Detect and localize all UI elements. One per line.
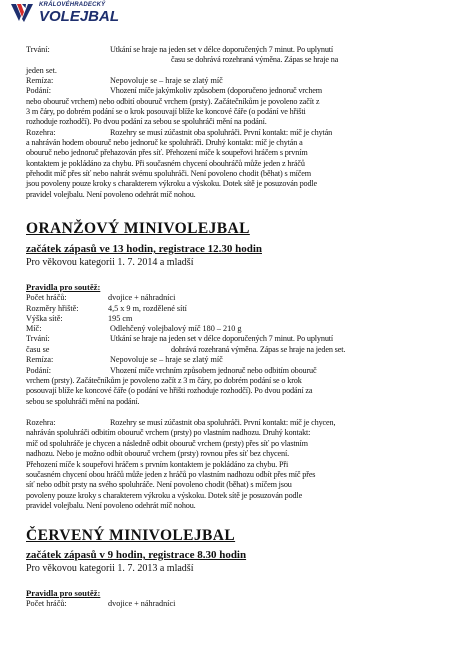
top-rozehra-line7: pravidel volejbalu. Není povoleno odehrát míč nohou. [26, 190, 196, 199]
top-rozehra-line5: přehodit míč přes síť nebo nahrát svému spoluhráči. Není povoleno chodit (běhat) s míčem [26, 169, 311, 178]
orange-remiza-label: Remíza: [26, 355, 54, 364]
top-trvani-label: Trvání: [26, 45, 50, 54]
red-rules-heading: Pravidla pro soutěž: [26, 588, 101, 598]
orange-start-time: začátek zápasů ve 13 hodin, registrace 12.30 hodin [26, 243, 262, 255]
orange-trvani-label: Trvání: [26, 334, 50, 343]
top-rozehra-line1: Rozehry se musí zúčastnit oba spoluhráči. První kontakt: míč je chytán [110, 128, 333, 137]
orange-trvani-line2a: času se [26, 345, 50, 354]
orange-podani-line4: sebou se spoluhráči mění na podání. [26, 397, 140, 406]
orange-rozehra-line1: Rozehry se musí zúčastnit oba spoluhráči. První kontakt: míč je chycen, [110, 418, 336, 427]
logo-line1: KRÁLOVÉHRADECKÝ [39, 2, 106, 8]
top-rozehra-line2: a nahráván hodem obouruč nebo jednoruč ke spoluhráči. Druhý kontakt: míč je chytán a [26, 138, 303, 147]
orange-trvani-line2b: dohrává rozehraná výměna. Zápas se hraje na jeden set. [171, 345, 346, 354]
top-rozehra-line4: kontaktem je pokládáno za chybu. Při současném chycení obouhráčů může jeden z hráčů [26, 159, 305, 168]
top-trvani-line3: jeden set. [26, 66, 57, 75]
red-start-time: začátek zápasů v 9 hodin, registrace 8.30 hodin [26, 549, 247, 561]
top-podani-line2: nebo obouruč vrchem) nebo odbití obouruč vrchem (prsty). Začátečníkům je povoleno začít z [26, 97, 320, 106]
orange-podani-line1: Vhození míče vrchním způsobem jednoruč nebo odbitím obouruč [110, 366, 317, 375]
top-remiza-text: Nepovoluje se – hraje se zlatý míč [110, 76, 223, 85]
orange-pocet-label: Počet hráčů: [26, 293, 67, 302]
orange-vyska-value: 195 cm [108, 314, 133, 323]
red-category: Pro věkovou kategorii 1. 7. 2013 a mladší [26, 563, 194, 574]
logo-line2: VOLEJBAL [39, 8, 120, 25]
orange-rozehra-line6: současném chycení obou hráčů může jeden z hráčů po vlastním nadhozu odbít přes míč přes [26, 470, 316, 479]
orange-mic-value: Odlehčený volejbalový míč 180 – 210 g [110, 324, 242, 333]
orange-remiza-text: Nepovoluje se – hraje se zlatý míč [110, 355, 223, 364]
orange-rozehra-label: Rozehra: [26, 418, 56, 427]
top-trvani-line2: času se dohrává rozehraná výměna. Zápas se hraje na [171, 55, 339, 64]
orange-rozehra-line5: Přehození míče k soupeřovi hráčem s prvním kontaktem je pokládáno za chybu. Při [26, 460, 289, 469]
top-podani-label: Podání: [26, 86, 52, 95]
top-rozehra-line3: obouruč nebo jednoruč přehazován přes síť. Přehození míče k soupeřovi hráčem s prvním [26, 148, 308, 157]
orange-rules-heading: Pravidla pro soutěž: [26, 282, 101, 292]
top-podani-line1: Vhození míče jakýmkoliv způsobem (doporučeno jednoruč vrchem [110, 86, 322, 95]
orange-rozehra-line9: pravidel volejbalu. Není povoleno odehrát míč nohou. [26, 501, 196, 510]
orange-rozmery-label: Rozměry hřiště: [26, 304, 79, 313]
orange-mic-label: Míč: [26, 324, 42, 333]
top-podani-line4: rozhoduje rozhodčí). Po dvou podání za sebou se spoluhráči mění na podání. [26, 117, 267, 126]
orange-rozehra-line2: nahráván spoluhráči odbitím obouruč vrchem (prsty) po vlastním nadhozu. Druhý kontakt: [26, 428, 311, 437]
top-trvani-line1: Utkání se hraje na jeden set v délce doporučených 7 minut. Po uplynutí [110, 45, 334, 54]
orange-vyska-label: Výška sítě: [26, 314, 63, 323]
orange-podani-line2: vrchem (prsty). Začátečníkům je povoleno začít z 3 m čáry, po dobrém podání se o krok [26, 376, 302, 385]
orange-rozehra-line8: povoleny pouze kroky s charakterem výkroku a výskoku. Dotek sítě je posuzován podle [26, 491, 303, 500]
red-pocet-value: dvojice + náhradníci [108, 599, 176, 608]
top-podani-line3: 3 m čáry, po dobrém podání se o krok posouvají blíže ke koncové čáře (o podání ve hřišti [26, 107, 306, 116]
red-section-title: ČERVENÝ MINIVOLEJBAL [26, 527, 236, 544]
volleyball-logo-icon [10, 2, 34, 24]
red-pocet-label: Počet hráčů: [26, 599, 67, 608]
orange-rozehra-line4: nadhozu. Nebo je možno odbít obouruč vrchem (prsty) rovnou přes síť bez chycení. [26, 449, 289, 458]
orange-podani-label: Podání: [26, 366, 52, 375]
orange-rozmery-value: 4,5 x 9 m, rozdělené sítí [108, 304, 187, 313]
top-rozehra-label: Rozehra: [26, 128, 56, 137]
orange-rozehra-line7: síť nebo odbít prsty na svého spoluhráče. Není povoleno chodit (běhat) s míčem jsou [26, 480, 292, 489]
orange-podani-line3: posouvají blíže ke koncové čáře (o podání ve hřišti rozhoduje rozhodčí). Po dvou podání za [26, 386, 313, 395]
orange-category: Pro věkovou kategorii 1. 7. 2014 a mladší [26, 257, 194, 268]
header-logo [10, 2, 119, 24]
orange-pocet-value: dvojice + náhradníci [108, 293, 176, 302]
orange-trvani-line1: Utkání se hraje na jeden set v délce doporučených 7 minut. Po uplynutí [110, 334, 334, 343]
top-remiza-label: Remíza: [26, 76, 54, 85]
orange-rozehra-line3: míč od spoluhráče je chycen a následně odbit obouruč vrchem (prsty) přes síť po vlastním [26, 439, 308, 448]
orange-section-title: ORANŽOVÝ MINIVOLEJBAL [26, 220, 250, 237]
top-rozehra-line6: jsou povoleny pouze kroky s charakterem výkroku a výskoku. Dotek sítě je posuzován podle [26, 179, 318, 188]
